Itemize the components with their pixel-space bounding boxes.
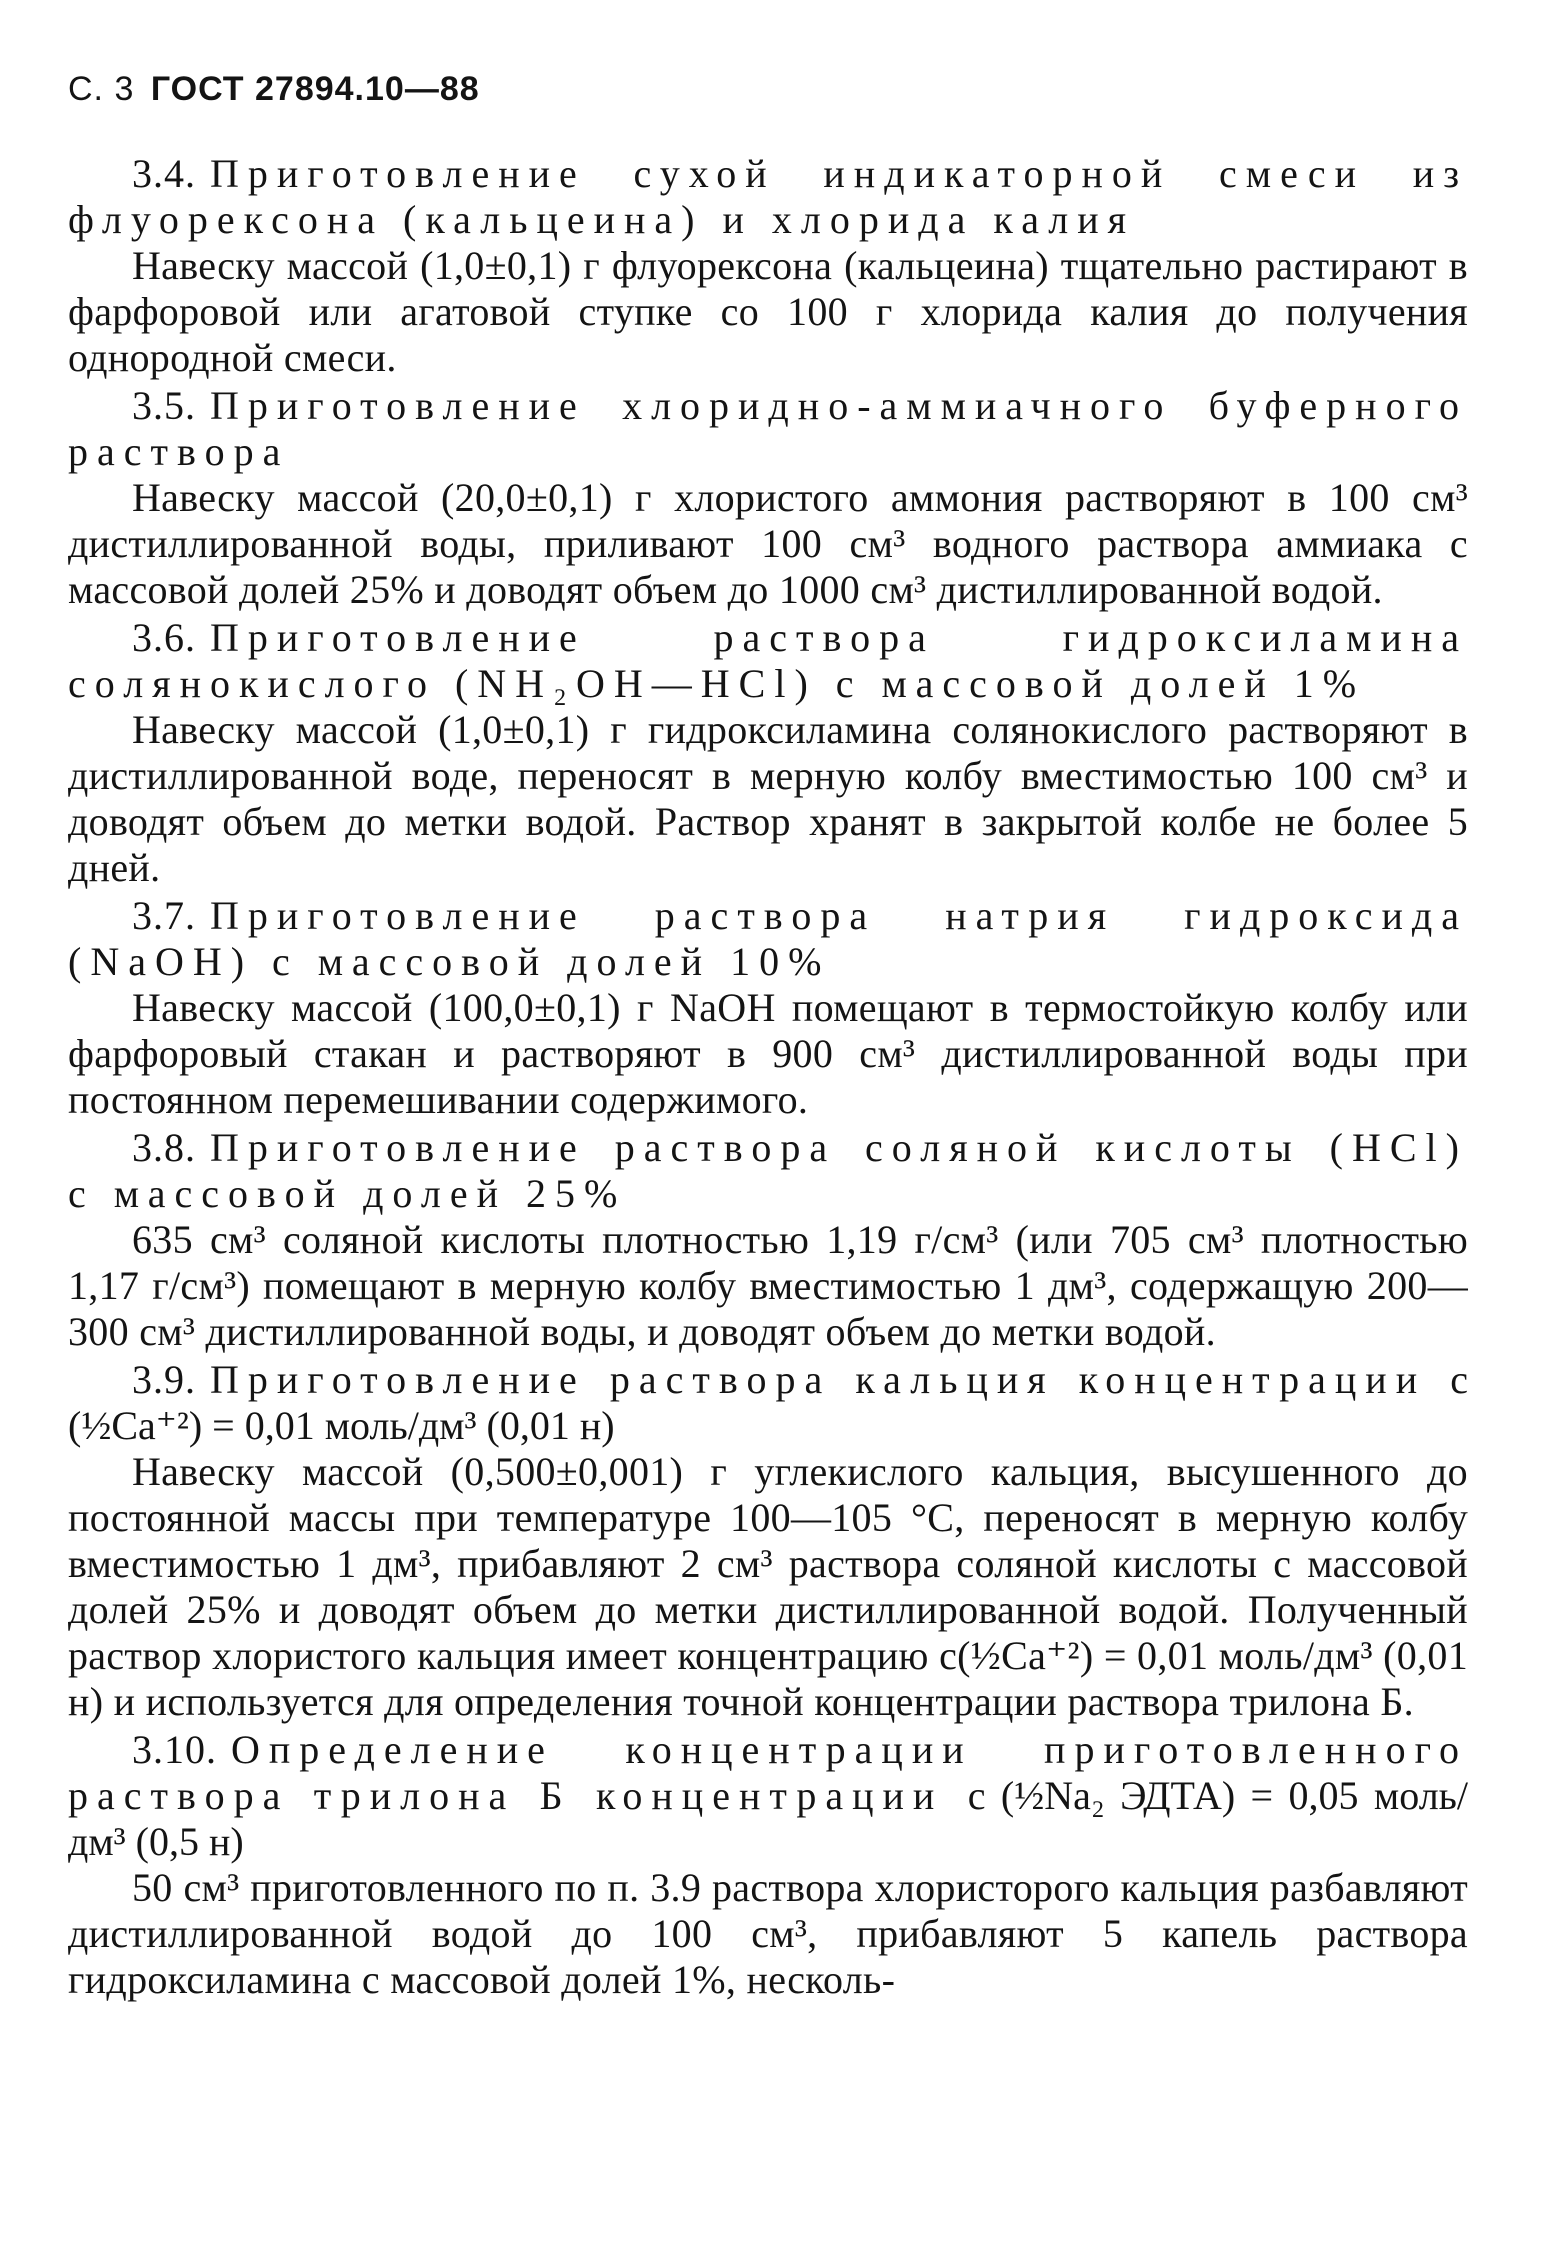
- section-text: 50 см³ приготовленного по п. 3.9 раствора хлористорого кальция разбавляют дистиллированной водой до 100 см³, прибавляют 5 капель раствора гидроксиламина с массовой долей 1%, несколь-: [68, 1865, 1468, 2002]
- section-3-5: [68, 383, 1468, 613]
- section-number: 3.4.: [132, 151, 196, 196]
- section-title: Определение концентрации приготовленного раствора трилона Б концентрации: [68, 1727, 1468, 1818]
- section-title: Приготовление раствора натрия гидроксида (NaOH) с массовой долей 10%: [68, 893, 1468, 984]
- page-number: С. 3: [68, 70, 135, 108]
- section-number: 3.8.: [132, 1125, 196, 1170]
- section-heading: [68, 151, 1468, 243]
- section-text: Навеску массой (1,0±0,1) г флуорексона (кальцеина) тщательно растирают в фарфоровой или агатовой ступке со 100 г хлорида калия до получения однородной смеси.: [68, 243, 1468, 380]
- section-text: Навеску массой (0,500±0,001) г углекислого кальция, высушенного до постоянной массы при температуре 100—105 °С, переносят в мерную колбу вместимостью 1 дм³, прибавляют 2 см³ раствора соляной кислоты с массовой долей 25% и доводят объем до метки дистиллированной водой. Полученный раствор хлористого кальция имеет концентрацию с(½Ca⁺²) = 0,01 моль/дм³ (0,01 н) и используется для определения точной концентрации раствора трилона Б.: [68, 1449, 1468, 1724]
- section-3-6: [68, 615, 1468, 891]
- section-heading: [68, 1727, 1468, 1865]
- section-3-8: [68, 1125, 1468, 1355]
- section-heading: [68, 615, 1468, 707]
- section-title: Приготовление раствора кальция концентрации: [210, 1357, 1427, 1402]
- section-3-4: [68, 151, 1468, 381]
- section-title: Приготовление раствора гидроксиламина солянокислого (NH₂OH—HCl) с массовой долей 1%: [68, 615, 1468, 706]
- section-title-formula: с (½Na₂ ЭДТА) = 0,05 моль/дм³ (0,5 н): [68, 1773, 1469, 1864]
- standard-designation: ГОСТ 27894.10—88: [150, 70, 480, 108]
- section-number: 3.7.: [132, 893, 196, 938]
- section-number: 3.6.: [132, 615, 196, 660]
- section-3-10: [68, 1727, 1468, 2003]
- document-page: [68, 70, 1468, 2005]
- section-number: 3.10.: [132, 1727, 217, 1772]
- section-heading: [68, 1125, 1468, 1217]
- section-title: Приготовление сухой индикаторной смеси из флуорексона (кальцеина) и хлорида калия: [68, 151, 1468, 242]
- section-text: Навеску массой (20,0±0,1) г хлористого аммония растворяют в 100 см³ дистиллированной воды, приливают 100 см³ водного раствора аммиака с массовой долей 25% и доводят объем до 1000 см³ дистиллированной водой.: [68, 475, 1468, 612]
- section-text: 635 см³ соляной кислоты плотностью 1,19 г/см³ (или 705 см³ плотностью 1,17 г/см³) помещают в мерную колбу вместимостью 1 дм³, содержащую 200—300 см³ дистиллированной воды, и доводят объем до метки водой.: [68, 1217, 1468, 1354]
- running-header: [68, 70, 1468, 109]
- section-heading: [68, 893, 1468, 985]
- section-number: 3.5.: [132, 383, 196, 428]
- section-number: 3.9.: [132, 1357, 196, 1402]
- section-3-7: [68, 893, 1468, 1123]
- section-text: Навеску массой (100,0±0,1) г NaOH помещают в термостойкую колбу или фарфоровый стакан и растворяют в 900 см³ дистиллированной воды при постоянном перемешивании содержимого.: [68, 985, 1468, 1122]
- section-title: Приготовление раствора соляной кислоты (HCl) с массовой долей 25%: [68, 1125, 1468, 1216]
- section-heading: [68, 1357, 1468, 1449]
- section-title-formula: с (½Ca⁺²) = 0,01 моль/дм³ (0,01 н): [68, 1357, 1468, 1448]
- section-title: Приготовление хлоридно-аммиачного буферного раствора: [68, 383, 1468, 474]
- section-heading: [68, 383, 1468, 475]
- section-text: Навеску массой (1,0±0,1) г гидроксиламина солянокислого растворяют в дистиллированной воде, переносят в мерную колбу вместимостью 100 см³ и доводят объем до метки водой. Раствор хранят в закрытой колбе не более 5 дней.: [68, 707, 1468, 890]
- section-3-9: [68, 1357, 1468, 1725]
